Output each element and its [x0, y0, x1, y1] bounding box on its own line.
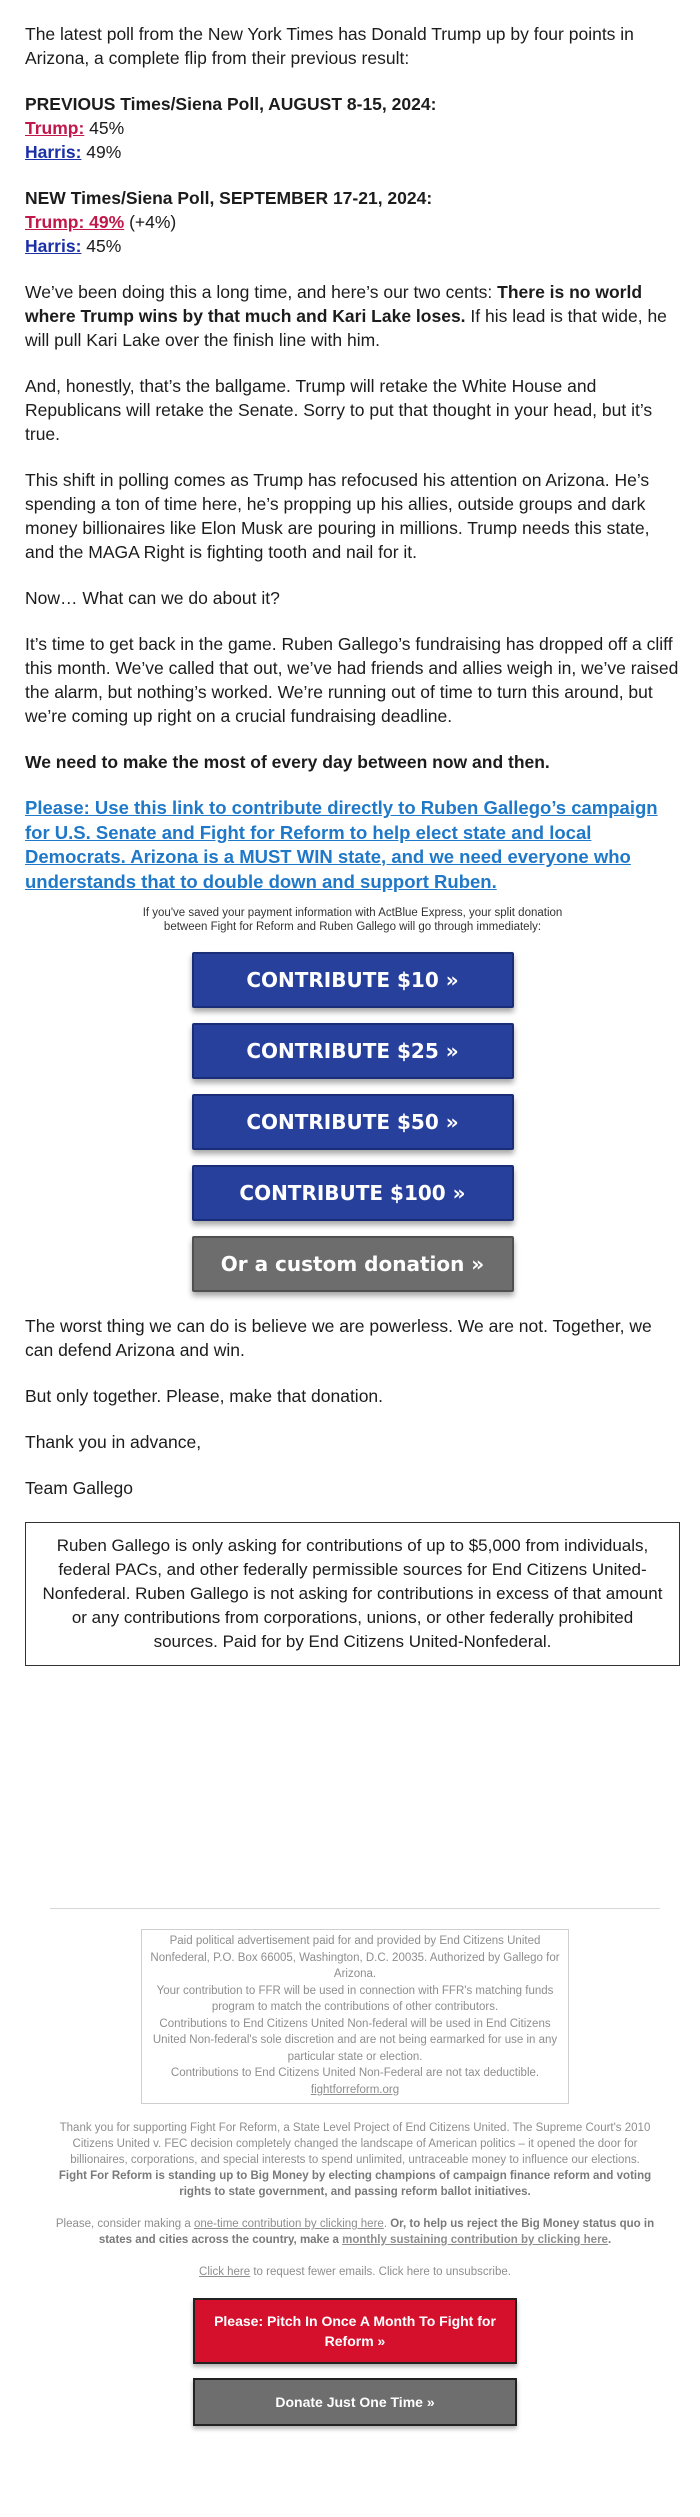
new-trump-label[interactable]: Trump: 49%	[25, 212, 125, 232]
previous-poll	[25, 92, 680, 164]
contribute-100-button[interactable]: CONTRIBUTE $100 »	[192, 1165, 514, 1221]
paragraph-urgent	[25, 750, 680, 774]
new-trump-change: (+4%)	[124, 212, 177, 232]
paragraph-ballgame: And, honestly, that’s the ballgame. Trump will retake the White House and Republicans will retake the Senate. Sorry to put that thought in your head, but it’s true.	[25, 376, 653, 444]
contribute-10-button[interactable]: CONTRIBUTE $10 »	[192, 952, 514, 1008]
previous-trump-value: 45%	[84, 118, 125, 138]
thanks-text: Thank you for supporting Fight For Reform, a State Level Project of End Citizens United. The Supreme Court's 2010 Citizens United v. FEC decision completely changed the landscape of American politics – it opened the door for billionaires, corporations, and special interests to spend unlimited, untraceable money to influence our elections.	[59, 2122, 651, 2166]
contribute-25-button[interactable]: CONTRIBUTE $25 »	[192, 1023, 514, 1079]
contribute-link[interactable]: Please: Use this link to contribute directly to Ruben Gallego’s campaign for U.S. Senate and Fight for Reform to help elect state and local Democrats. Arizona is a MUST WIN state, and we need everyone who understands that to double down and support Ruben.	[25, 797, 658, 892]
paid-line: Paid political advertisement paid for and provided by End Citizens United Nonfederal, P.O. Box 66005, Washington, D.C. 20035. Authorized by Gallego for Arizona.	[150, 1935, 560, 1980]
intro-paragraph: The latest poll from the New York Times has Donald Trump up by four points in Arizona, a complete flip from their previous result:	[25, 24, 634, 68]
new-harris-value: 45%	[81, 236, 122, 256]
consider-bold: Or, to help us reject the Big Money status quo in states and cities across the country, make a	[98, 2218, 655, 2246]
footer-fewer-emails	[55, 2264, 655, 2280]
previous-trump-label[interactable]: Trump:	[25, 118, 85, 138]
unsubscribe-text[interactable]: to request fewer emails. Click here to unsubscribe.	[250, 2266, 511, 2278]
previous-harris-label[interactable]: Harris:	[25, 142, 82, 162]
contribution-disclaimer: Ruben Gallego is only asking for contributions of up to $5,000 from individuals, federal PACs, and other federally permissible sources for End Citizens United-Nonfederal. Ruben Gallego is not asking for contributions in excess of that amount or any contributions from corporations, unions, or other federally prohibited sources. Paid for by End Citizens United-Nonfederal.	[25, 1522, 680, 1666]
contribute-50-button[interactable]: CONTRIBUTE $50 »	[192, 1094, 514, 1150]
one-time-donation-button[interactable]: Donate Just One Time »	[193, 2378, 517, 2426]
paid-line: Contributions to End Citizens United Non-federal will be used in End Citizens United Non-federal's sole discretion and are not being earmarked for use in any particular state or election.	[152, 2017, 558, 2063]
paid-for-box	[141, 1929, 569, 2104]
paragraph-question: Now… What can we do about it?	[25, 588, 280, 608]
email-footer	[50, 1908, 660, 2426]
paragraph-together: But only together. Please, make that donation.	[25, 1386, 384, 1406]
paragraph-thanks: Thank you in advance,	[25, 1432, 202, 1452]
consider-pre: Please, consider making a	[55, 2218, 194, 2230]
footer-thanks	[55, 2120, 655, 2200]
previous-poll-heading: PREVIOUS Times/Siena Poll, AUGUST 8-15, 2024:	[25, 94, 437, 114]
paragraph-powerless: The worst thing we can do is believe we are powerless. We are not. Together, we can defend Arizona and win.	[25, 1316, 652, 1360]
footer-consider	[55, 2216, 655, 2248]
signoff: Team Gallego	[25, 1478, 133, 1498]
para1-end: If his lead is that wide, he will pull Kari Lake over the finish line with him.	[25, 306, 667, 350]
monthly-donation-button[interactable]: Please: Pitch In Once A Month To Fight for Reform »	[193, 2298, 517, 2364]
email-body	[25, 22, 680, 1666]
thanks-bold: Fight For Reform is standing up to Big Money by electing champions of campaign finance reform and voting rights to state government, and passing reform ballot initiatives.	[58, 2170, 652, 2198]
fewer-emails-link[interactable]: Click here	[199, 2266, 251, 2278]
footer-divider	[50, 1908, 660, 1909]
custom-donation-button[interactable]: Or a custom donation »	[192, 1236, 514, 1292]
paid-line: Contributions to End Citizens United Non-Federal are not tax deductible.	[170, 2067, 540, 2079]
previous-harris-value: 49%	[81, 142, 122, 162]
paragraph-polling-shift: This shift in polling comes as Trump has refocused his attention on Arizona. He’s spending a ton of time here, he’s propping up his allies, outside groups and dark money billionaires like Elon Musk are pouring in millions. Trump needs this state, and the MAGA Right is fighting tooth and nail for it.	[25, 470, 650, 562]
one-time-contribution-link[interactable]: one-time contribution by clicking here	[193, 2218, 384, 2230]
para1-bold: There is no world where Trump wins by that much and Kari Lake loses.	[25, 282, 643, 326]
consider-mid: .	[383, 2218, 391, 2230]
site-link[interactable]: fightforreform.org	[310, 2083, 400, 2096]
paragraph-fundraising: It’s time to get back in the game. Ruben Gallego’s fundraising has dropped off a cliff this month. We’ve called that out, we’ve had friends and allies weigh in, we’ve raised the alarm, but nothing’s worked. We’re running out of time to turn this around, but we’re coming up right on a crucial fundraising deadline.	[25, 634, 679, 726]
monthly-contribution-link[interactable]: monthly sustaining contribution by clicking here	[342, 2234, 608, 2246]
paragraph-two-cents	[25, 280, 680, 352]
new-poll	[25, 186, 680, 258]
consider-end: .	[607, 2234, 612, 2246]
new-poll-heading: NEW Times/Siena Poll, SEPTEMBER 17-21, 2024:	[25, 188, 433, 208]
para6-bold: We need to make the most of every day between now and then.	[25, 752, 550, 772]
actblue-note: If you've saved your payment information with ActBlue Express, your split donation between Fight for Reform and Ruben Gallego will go through immediately:	[142, 907, 563, 933]
paid-line: Your contribution to FFR will be used in connection with FFR's matching funds program to match the contributions of other contributors.	[156, 1984, 554, 2013]
para1-start: We’ve been doing this a long time, and here’s our two cents:	[25, 282, 498, 302]
donation-buttons	[25, 952, 680, 1292]
new-harris-label[interactable]: Harris:	[25, 236, 82, 256]
